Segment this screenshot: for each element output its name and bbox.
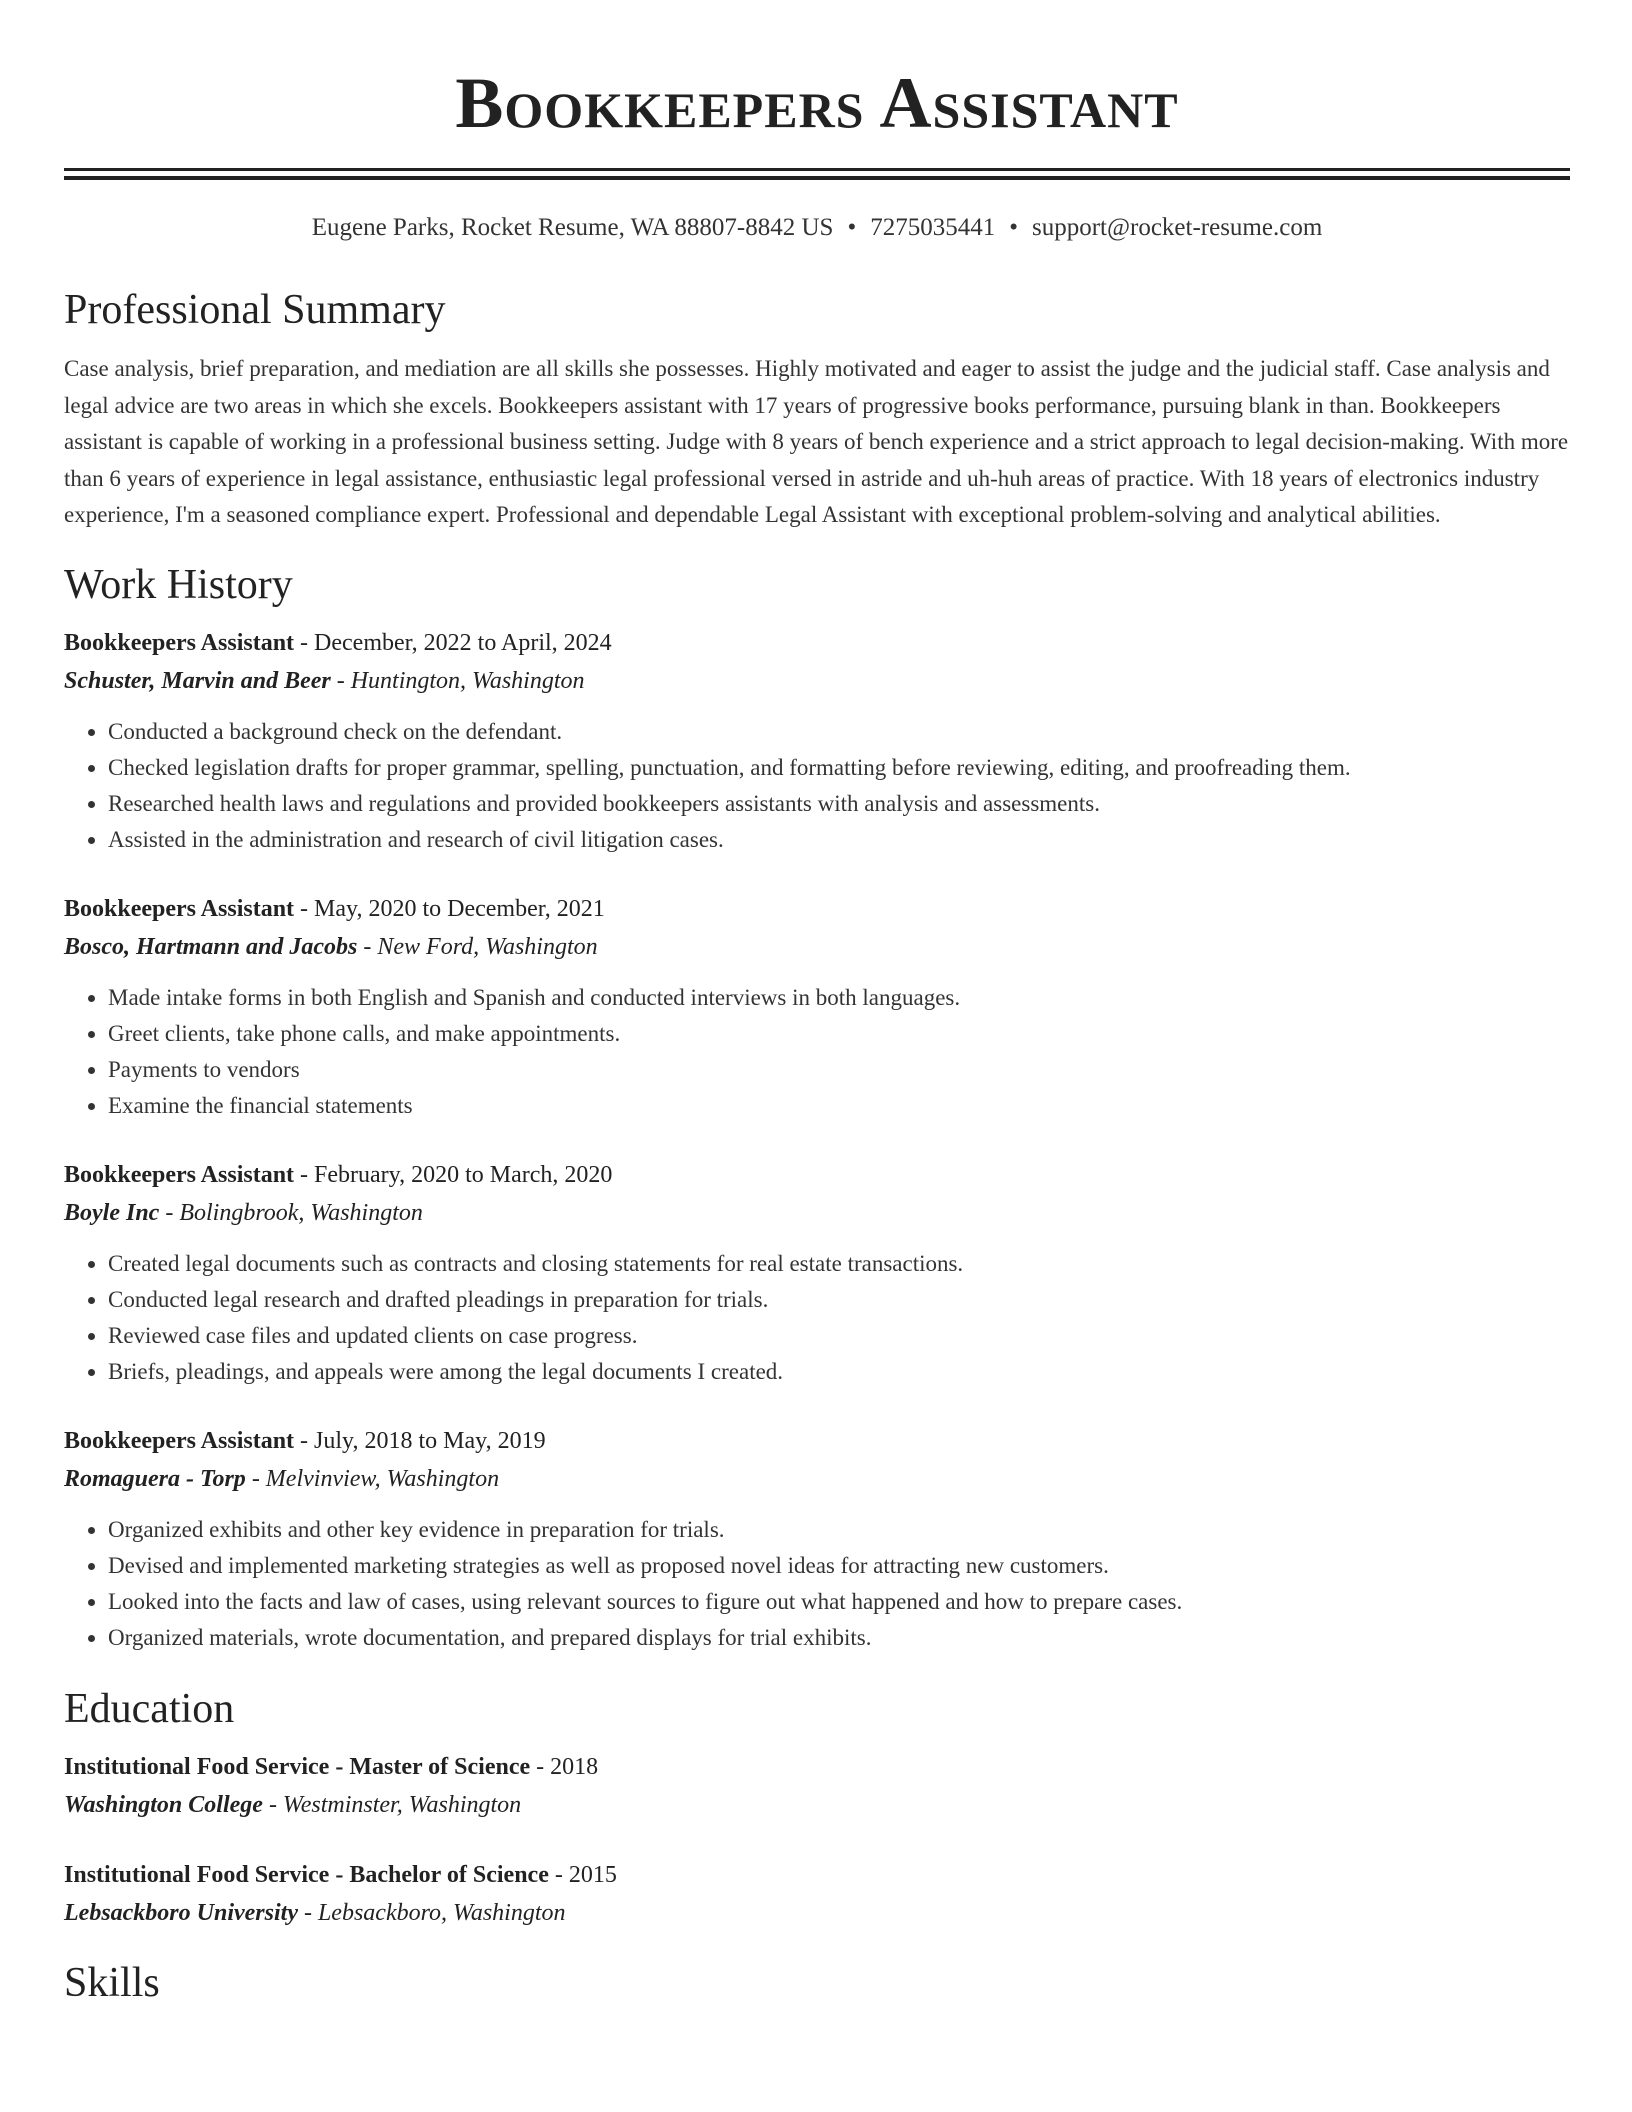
- resume-title: Bookkeepers Assistant: [455, 63, 1179, 143]
- resume-page: [64, 0, 1570, 2008]
- job-entry: [64, 624, 1570, 858]
- job-duty: • Organized materials, wrote documentation, and prepared displays for trial exhibits.: [108, 1620, 1570, 1656]
- job-entry: [64, 1422, 1570, 1656]
- job-entry: [64, 1156, 1570, 1390]
- job-duty: • Organized exhibits and other key evidence in preparation for trials.: [108, 1512, 1570, 1548]
- job-duty: • Researched health laws and regulations and provided bookkeepers assistants with analysis and assessments.: [108, 786, 1570, 822]
- work-history-heading: Work History: [64, 561, 293, 608]
- contact-separator: •: [1009, 214, 1018, 241]
- job-duty: • Conducted legal research and drafted pleadings in preparation for trials.: [108, 1282, 1570, 1318]
- employer-line: [64, 928, 1570, 966]
- school-name: Lebsackboro University: [64, 1899, 298, 1926]
- degree-year: - 2015: [548, 1861, 617, 1888]
- job-duty: • Created legal documents such as contracts and closing statements for real estate transactions.: [108, 1246, 1570, 1282]
- title-divider-bottom: [64, 176, 1570, 180]
- degree-name: Institutional Food Service - Bachelor of Science: [64, 1861, 549, 1888]
- employer-name: Bosco, Hartmann and Jacobs: [64, 933, 358, 960]
- job-duties-list: [64, 714, 1570, 858]
- contact-phone: 7275035441: [870, 214, 996, 241]
- degree-year: - 2018: [530, 1753, 599, 1780]
- job-duties-list: [64, 1512, 1570, 1656]
- summary-text: Case analysis, brief preparation, and mediation are all skills she possesses. Highly motivated and eager to assist the judge and the judicial staff. Case analysis and legal advice are two areas in which she excels. Bookkeepers assistant with 17 years of progressive books performance, pursuing blank in than. Bookkeepers assistant is capable of working in a professional business setting. Judge with 8 years of bench experience and a strict approach to legal decision-making. With more than 6 years of experience in legal assistance, enthusiastic legal professional versed in astride and uh-huh areas of practice. With 18 years of electronics industry experience, I'm a seasoned compliance expert. Professional and dependable Legal Assistant with exceptional problem-solving and analytical abilities.: [64, 356, 1569, 527]
- job-dates: - May, 2020 to December, 2021: [294, 895, 605, 922]
- employer-line: [64, 1460, 1570, 1498]
- school-name: Washington College: [64, 1791, 263, 1818]
- job-title: Bookkeepers Assistant: [64, 629, 295, 656]
- job-duties-list: [64, 980, 1570, 1124]
- job-entry: [64, 890, 1570, 1124]
- job-duty: • Greet clients, take phone calls, and make appointments.: [108, 1016, 1570, 1052]
- job-duty: • Checked legislation drafts for proper grammar, spelling, punctuation, and formatting before reviewing, editing, and proofreading them.: [108, 750, 1570, 786]
- employer-location: - Huntington, Washington: [330, 667, 585, 694]
- job-duty: • Examine the financial statements: [108, 1088, 1570, 1124]
- school-line: [64, 1894, 1570, 1932]
- school-line: [64, 1786, 1570, 1824]
- employer-name: Boyle Inc: [64, 1199, 160, 1226]
- job-duty: • Reviewed case files and updated clients on case progress.: [108, 1318, 1570, 1354]
- employer-location: - Melvinview, Washington: [245, 1465, 500, 1492]
- employer-line: [64, 1194, 1570, 1232]
- contact-address: Eugene Parks, Rocket Resume, WA 88807-8842 US: [311, 214, 834, 241]
- school-location: - Westminster, Washington: [262, 1791, 522, 1818]
- education-entry: [64, 1856, 1570, 1932]
- job-duty: • Assisted in the administration and research of civil litigation cases.: [108, 822, 1570, 858]
- job-title-line: [64, 624, 1570, 662]
- job-title-line: [64, 890, 1570, 928]
- skills-heading: Skills: [64, 1959, 160, 2006]
- contact-separator: •: [847, 214, 857, 241]
- job-duty: • Briefs, pleadings, and appeals were among the legal documents I created.: [108, 1354, 1570, 1390]
- employer-location: - New Ford, Washington: [357, 933, 598, 960]
- job-duty: • Payments to vendors: [108, 1052, 1570, 1088]
- job-title: Bookkeepers Assistant: [64, 1427, 295, 1454]
- degree-name: Institutional Food Service - Master of Science: [64, 1753, 531, 1780]
- employer-location: - Bolingbrook, Washington: [159, 1199, 423, 1226]
- job-duties-list: [64, 1246, 1570, 1390]
- education-heading: Education: [64, 1685, 235, 1732]
- job-title-line: [64, 1156, 1570, 1194]
- employer-name: Romaguera - Torp: [64, 1465, 246, 1492]
- job-dates: - July, 2018 to May, 2019: [294, 1427, 546, 1454]
- job-dates: - February, 2020 to March, 2020: [294, 1161, 613, 1188]
- job-duty: • Conducted a background check on the defendant.: [108, 714, 1570, 750]
- school-location: - Lebsackboro, Washington: [297, 1899, 566, 1926]
- contact-email: support@rocket-resume.com: [1031, 214, 1323, 241]
- job-dates: - December, 2022 to April, 2024: [294, 629, 612, 656]
- employer-line: [64, 662, 1570, 700]
- job-duty: • Made intake forms in both English and Spanish and conducted interviews in both languages.: [108, 980, 1570, 1016]
- job-duty: • Devised and implemented marketing strategies as well as proposed novel ideas for attracting new customers.: [108, 1548, 1570, 1584]
- summary-heading: Professional Summary: [64, 287, 446, 333]
- job-title-line: [64, 1422, 1570, 1460]
- job-title: Bookkeepers Assistant: [64, 895, 295, 922]
- degree-line: [64, 1856, 1570, 1894]
- education-entry: [64, 1748, 1570, 1824]
- job-duty: • Looked into the facts and law of cases, using relevant sources to figure out what happened and how to prepare cases.: [108, 1584, 1570, 1620]
- job-title: Bookkeepers Assistant: [64, 1161, 295, 1188]
- employer-name: Schuster, Marvin and Beer: [64, 667, 331, 694]
- degree-line: [64, 1748, 1570, 1786]
- title-divider-top: [64, 168, 1570, 171]
- contact-line: [64, 213, 1570, 243]
